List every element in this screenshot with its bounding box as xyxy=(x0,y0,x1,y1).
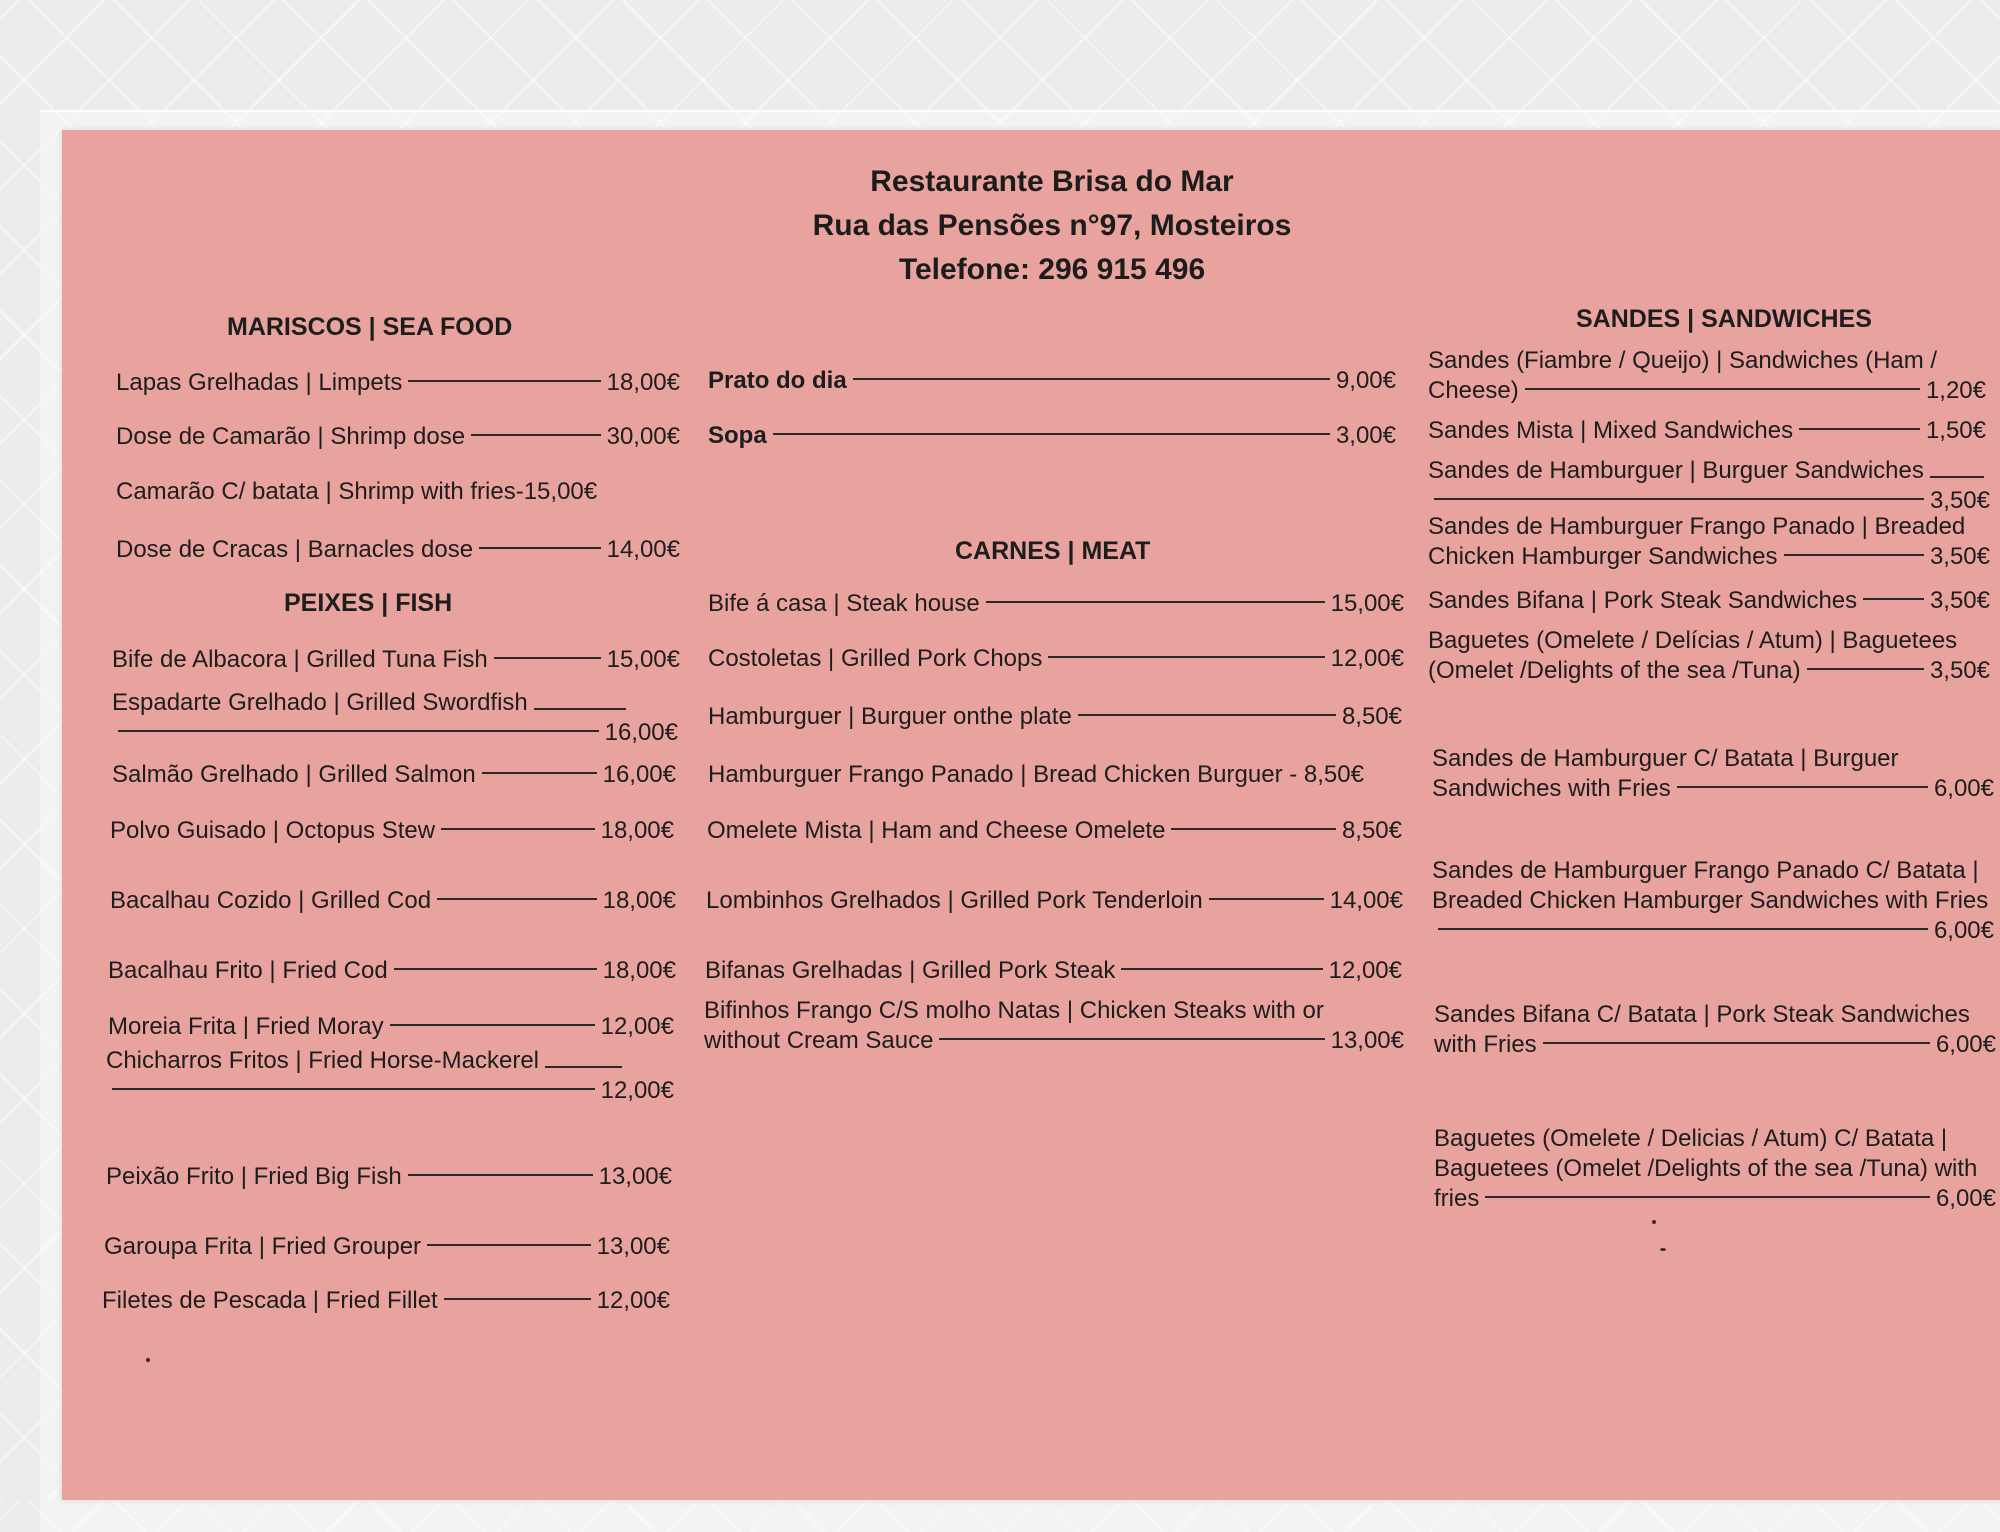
menu-item: Baguetes (Omelete / Delícias / Atum) | Baguetees (Omelet /Delights of the sea /Tuna) 3,50€ xyxy=(1428,627,1990,684)
menu-item: Sandes de Hamburguer | Burguer Sandwiches 3,50€ xyxy=(1428,456,1990,516)
menu-sheet xyxy=(62,130,2000,1500)
leader-line xyxy=(1171,828,1336,830)
leader-line xyxy=(1930,448,1984,478)
menu-item: Espadarte Grelhado | Grilled Swordfish 16,00€ xyxy=(112,688,678,748)
menu-item: Sandes de Hamburguer Frango Panado C/ Batata | Breaded Chicken Hamburger Sandwiches with Fries 6,00€ xyxy=(1432,857,1994,944)
column-left xyxy=(62,130,702,1500)
leader-line xyxy=(1048,656,1324,658)
menu-item: Dose de Cracas | Barnacles dose 14,00€ xyxy=(116,536,680,563)
menu-item: Bifanas Grelhadas | Grilled Pork Steak 12,00€ xyxy=(705,957,1402,984)
menu-item: Filetes de Pescada | Fried Fillet 12,00€ xyxy=(102,1287,670,1314)
leader-line xyxy=(494,657,601,659)
leader-line xyxy=(471,434,601,436)
leader-line xyxy=(986,601,1325,603)
leader-line xyxy=(1784,554,1924,556)
leader-line xyxy=(437,898,597,900)
leader-line xyxy=(444,1298,591,1300)
leader-line xyxy=(408,1174,593,1176)
leader-line xyxy=(482,772,597,774)
menu-item: Sopa 3,00€ xyxy=(708,422,1396,449)
menu-item: Camarão C/ batata | Shrimp with fries-15,00€ xyxy=(116,478,598,505)
menu-item: Bacalhau Frito | Fried Cod 18,00€ xyxy=(108,957,676,984)
menu-item: Sandes (Fiambre / Queijo) | Sandwiches (Ham / Cheese) 1,20€ xyxy=(1428,347,1986,404)
leader-line xyxy=(853,378,1330,380)
leader-line xyxy=(427,1244,591,1246)
menu-item: Sandes de Hamburguer C/ Batata | Burguer Sandwiches with Fries 6,00€ xyxy=(1432,745,1994,802)
column-middle xyxy=(702,130,1422,1500)
leader-line xyxy=(534,680,626,710)
menu-item: Sandes Bifana | Pork Steak Sandwiches 3,50€ xyxy=(1428,587,1990,614)
menu-item: Garoupa Frita | Fried Grouper 13,00€ xyxy=(104,1233,670,1260)
leader-line xyxy=(1434,498,1924,500)
menu-item: Bifinhos Frango C/S molho Natas | Chicken Steaks with or without Cream Sauce 13,00€ xyxy=(704,997,1404,1054)
leader-line xyxy=(1799,428,1920,430)
menu-item: Bife de Albacora | Grilled Tuna Fish 15,00€ xyxy=(112,646,680,673)
paper-speck xyxy=(1652,1220,1656,1224)
leader-line xyxy=(1525,388,1920,390)
menu-item: Hamburguer Frango Panado | Bread Chicken Burguer - 8,50€ xyxy=(708,761,1364,788)
menu-item: Sandes Bifana C/ Batata | Pork Steak Sandwiches with Fries 6,00€ xyxy=(1434,1001,1996,1058)
leader-line xyxy=(394,968,597,970)
restaurant-phone: Telefone: 296 915 496 xyxy=(898,253,1206,286)
leader-line xyxy=(1485,1196,1930,1198)
leader-line xyxy=(1078,714,1336,716)
menu-item: Costoletas | Grilled Pork Chops 12,00€ xyxy=(708,645,1404,672)
restaurant-name: Restaurante Brisa do Mar xyxy=(870,165,1234,198)
section-title-fish: PEIXES | FISH xyxy=(284,589,453,617)
section-title-meat: CARNES | MEAT xyxy=(955,537,1151,565)
leader-line xyxy=(1807,668,1924,670)
paper-speck xyxy=(1660,1248,1666,1251)
leader-line xyxy=(408,380,600,382)
menu-item: Baguetes (Omelete / Delicias / Atum) C/ Batata | Baguetees (Omelet /Delights of the sea /Tuna) with fries 6,00€ xyxy=(1434,1125,1996,1212)
leader-line xyxy=(112,1088,595,1090)
leader-line xyxy=(939,1038,1324,1040)
menu-item: Dose de Camarão | Shrimp dose 30,00€ xyxy=(116,423,680,450)
menu-item: Omelete Mista | Ham and Cheese Omelete 8,50€ xyxy=(707,817,1402,844)
leader-line xyxy=(545,1038,622,1068)
leader-line xyxy=(773,433,1330,435)
menu-item: Chicharros Fritos | Fried Horse-Mackerel 12,00€ xyxy=(106,1046,674,1106)
menu-item: Sandes Mista | Mixed Sandwiches 1,50€ xyxy=(1428,417,1986,444)
section-title-seafood: MARISCOS | SEA FOOD xyxy=(227,313,513,341)
leader-line xyxy=(1209,898,1324,900)
menu-item: Lapas Grelhadas | Limpets 18,00€ xyxy=(116,369,680,396)
leader-line xyxy=(441,828,595,830)
menu-item: Moreia Frita | Fried Moray 12,00€ xyxy=(108,1013,674,1040)
restaurant-address: Rua das Pensões n°97, Mosteiros xyxy=(812,209,1292,242)
menu-item: Bacalhau Cozido | Grilled Cod 18,00€ xyxy=(110,887,676,914)
menu-item: Sandes de Hamburguer Frango Panado | Breaded Chicken Hamburger Sandwiches 3,50€ xyxy=(1428,513,1990,570)
menu-item: Salmão Grelhado | Grilled Salmon 16,00€ xyxy=(112,761,676,788)
leader-line xyxy=(479,547,601,549)
menu-item: Peixão Frito | Fried Big Fish 13,00€ xyxy=(106,1163,672,1190)
leader-line xyxy=(1863,598,1924,600)
leader-line xyxy=(1121,968,1322,970)
menu-item: Polvo Guisado | Octopus Stew 18,00€ xyxy=(110,817,674,844)
leader-line xyxy=(118,730,599,732)
menu-item: Lombinhos Grelhados | Grilled Pork Tenderloin 14,00€ xyxy=(706,887,1403,914)
menu-item: Prato do dia 9,00€ xyxy=(708,367,1396,394)
menu-item: Bife á casa | Steak house 15,00€ xyxy=(708,590,1404,617)
menu-item: Hamburguer | Burguer onthe plate 8,50€ xyxy=(708,703,1402,730)
paper-speck xyxy=(146,1358,150,1362)
column-right xyxy=(1428,130,2000,1500)
section-title-sandwiches: SANDES | SANDWICHES xyxy=(1576,305,1872,333)
leader-line xyxy=(1438,928,1928,930)
leader-line xyxy=(1677,786,1928,788)
leader-line xyxy=(390,1024,595,1026)
leader-line xyxy=(1543,1042,1930,1044)
